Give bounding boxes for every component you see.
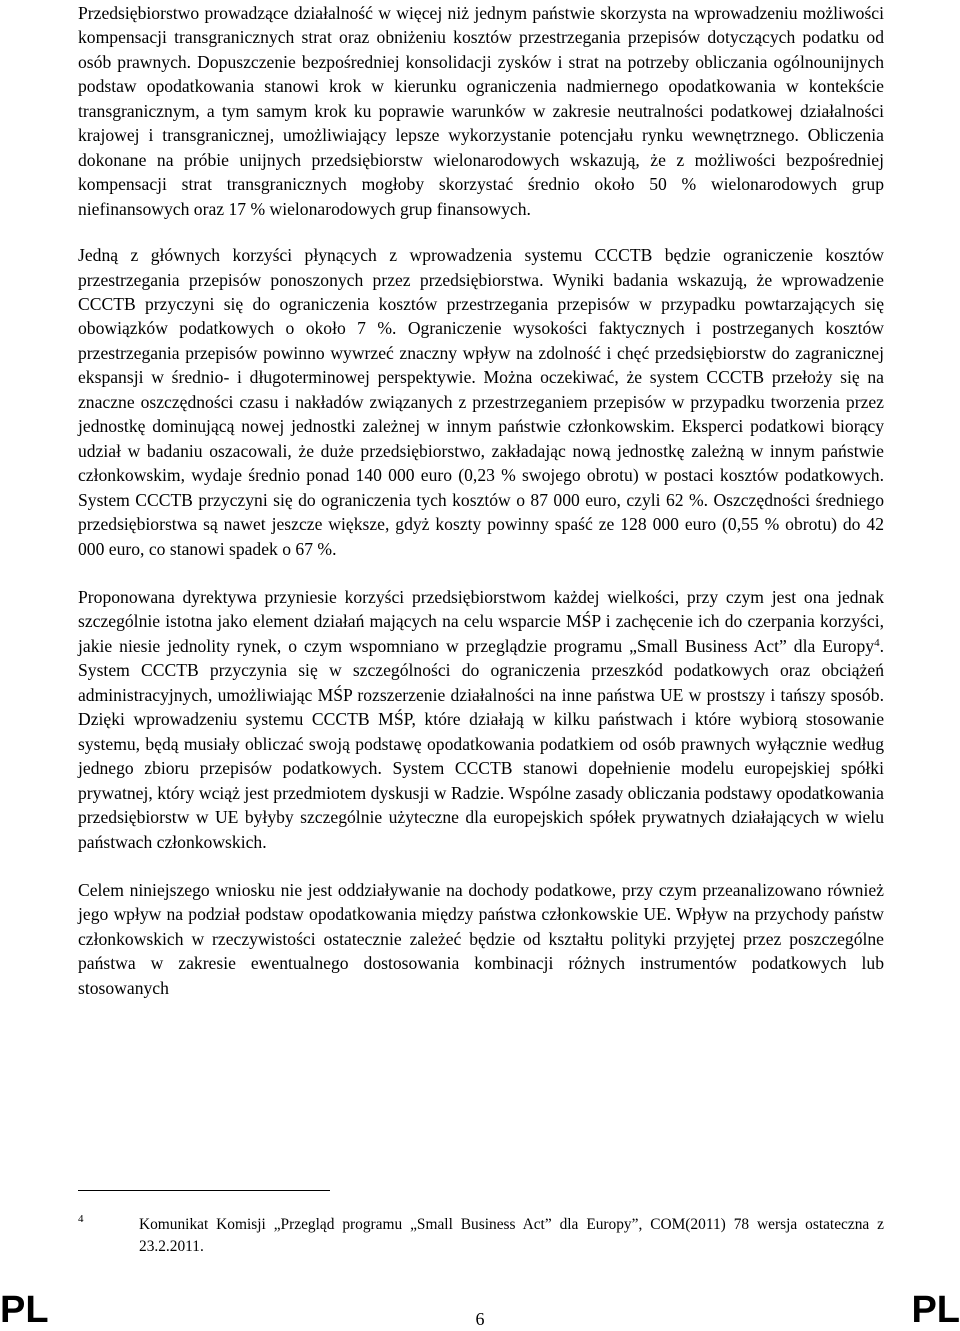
paragraph-3-text-a: Proponowana dyrektywa przyniesie korzyści przedsiębiorstwom każdej wielkości, przy czym jest ona jednak szczególnie istotna jako element działań mających na celu wsparcie MŚP i zachęcenie ich do czerpania korzyści, jakie niesie jednolity rynek, o czym wspomniano w przeglądzie programu „Small Business Act” dla Europy: [78, 586, 884, 656]
body-text: [78, 0, 884, 1000]
paragraph-1: Przedsiębiorstwo prowadzące działalność w więcej niż jednym państwie skorzysta na wprowadzeniu możliwości kompensacji transgranicznych strat oraz obniżeniu kosztów przestrzegania przepisów dotyczących podatku od osób prawnych. Dopuszczenie bezpośredniej konsolidacji zysków i strat na potrzeby obliczania ogólnounijnych podstaw opodatkowania stanowi krok w kierunku ograniczenia nadmiernego opodatkowania w kontekście transgranicznym, a tym samym krok ku poprawie warunków w zakresie neutralności podatkowej działalności krajowej i transgranicznej, umożliwiający lepsze wykorzystanie potencjału rynku wewnętrznego. Obliczenia dokonane na próbie unijnych przedsiębiorstw wielonarodowych wskazują, że z możliwości bezpośredniej kompensacji strat transgranicznych mogłoby skorzystać średnio około 50 % wielonarodowych grup niefinansowych oraz 17 % wielonarodowych grup finansowych.: [78, 3, 884, 219]
page-number: 6: [475, 1309, 485, 1329]
footnote-text: Komunikat Komisji „Przegląd programu „Small Business Act” dla Europy”, COM(2011) 78 wersja ostateczna z 23.2.2011.: [139, 1216, 884, 1255]
language-code-left: PL: [0, 1289, 49, 1331]
language-code-right: PL: [911, 1289, 960, 1331]
paragraph-3-text-b: . System CCCTB przyczynia się w szczególności do ograniczenia przeszkód podatkowych oraz obciążeń administracyjnych, umożliwiając MŚP rozszerzenie działalności na inne państwa UE w prostszy i tańszy sposób. Dzięki wprowadzeniu systemu CCCTB MŚP, które działają w kilku państwach i które wybiorą stosowanie systemu, będą musiały obliczać swoją podstawę opodatkowania podatkiem od osób prawnych wyłącznie według jednego zbioru przepisów podatkowych. System CCCTB stanowi dopełnienie modelu europejskiej spółki prywatnej, który wciąż jest przedmiotem dyskusji w Radzie. Wspólne zasady obliczania podstawy opodatkowania przedsiębiorstw w UE byłyby szczególnie użyteczne dla europejskich spółek prywatnych działających w wielu państwach członkowskich.: [78, 635, 884, 852]
footnote-reference: 4: [874, 636, 880, 649]
paragraph-3: [78, 585, 884, 854]
footnote-number: 4: [78, 1213, 84, 1225]
footnote-separator: [78, 1190, 330, 1191]
paragraph-4: Celem niniejszego wniosku nie jest oddziaływanie na dochody podatkowe, przy czym przeanalizowano również jego wpływ na podział podstaw opodatkowania między państwa członkowskie UE. Wpływ na przychody państw członkowskich w rzeczywistości ostatecznie zależeć będzie od kształtu polityki przyjętej przez poszczególne państwa w zakresie ewentualnego dostosowania kombinacji różnych instrumentów podatkowych lub stosowanych: [78, 879, 884, 998]
paragraph-2: Jedną z głównych korzyści płynących z wprowadzenia systemu CCCTB będzie ograniczenie kosztów przestrzegania przepisów ponoszonych przez przedsiębiorstwa. Wyniki badania wskazują, że wprowadzenie CCCTB przyczyni się do ograniczenia kosztów przestrzegania przepisów w przypadku powtarzających się obowiązków podatkowych o około 7 %. Ograniczenie wysokości faktycznych i postrzeganych kosztów przestrzegania przepisów powinno wywrzeć znaczny wpływ na zdolność i chęć przedsiębiorstw do zagranicznej ekspansji w średnio- i długoterminowej perspektywie. Można oczekiwać, że system CCCTB przełoży się na znaczne oszczędności czasu i nakładów związanych z przestrzeganiem przepisów w przypadku tworzenia przez jednostkę dominującą nowej jednostki zależnej w innym państwie członkowskim. Eksperci podatkowi biorący udział w badaniu oszacowali, że duże przedsiębiorstwo, zakładając nową jednostkę zależną w innym państwie członkowskim, wydaje średnio ponad 140 000 euro (0,23 % swojego obrotu) w postaci kosztów podatkowych. System CCCTB przyczyni się do ograniczenia tych kosztów o 87 000 euro, czyli 62 %. Oszczędności średniego przedsiębiorstwa są nawet jeszcze większe, gdyż koszty powinny spaść ze 128 000 euro (0,55 % obrotu) do 42 000 euro, co stanowi spadek o 67 %.: [78, 245, 884, 559]
